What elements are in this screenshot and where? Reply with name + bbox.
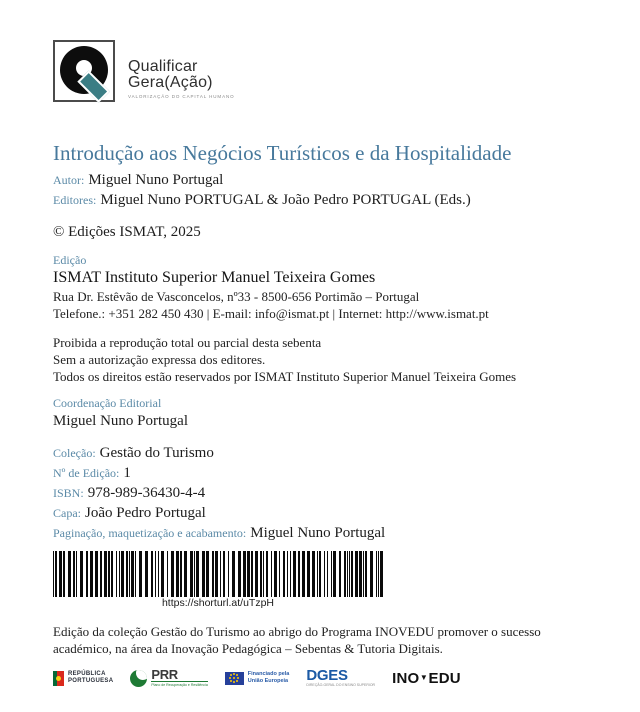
detail-row xyxy=(53,483,595,503)
author-editor-block xyxy=(53,170,595,210)
portugal-flag-icon xyxy=(53,671,64,686)
eu-funding-logo xyxy=(225,671,290,685)
publisher-logo xyxy=(53,30,595,102)
detail-value: 978-989-36430-4-4 xyxy=(87,485,206,501)
dges-tagline: DIREÇÃO-GERAL DO ENSINO SUPERIOR xyxy=(306,683,376,687)
logo-tagline: VALORIZAÇÃO DO CAPITAL HUMANO xyxy=(128,94,235,100)
inovedu-triangle-icon: ▼ xyxy=(419,672,428,682)
prr-icon xyxy=(130,670,147,687)
prr-tagline: Plano de Recuperação e Resiliência xyxy=(151,683,208,687)
eu-line2: União Europeia xyxy=(247,678,289,684)
legal-line: Sem a autorização expressa dos editores. xyxy=(53,352,266,367)
logo-wordmark xyxy=(128,59,235,102)
program-note: Edição da coleção Gestão do Turismo ao abrigo do Programa INOVEDU promover o sucesso académico, na área da Inovação Pedagógica – Sebentas & Tutoria Digitais. xyxy=(53,624,541,656)
republica-portuguesa-logo xyxy=(53,671,113,686)
detail-label: Capa: xyxy=(53,506,81,520)
editorial-coordination-block xyxy=(53,395,595,431)
book-title: Introdução aos Negócios Turísticos e da Hospitalidade xyxy=(53,141,512,165)
editors-label: Editores: xyxy=(53,193,97,207)
legal-line: Todos os direitos estão reservados por ISMAT Instituto Superior Manuel Teixeira Gomes xyxy=(53,369,517,384)
author-value: Miguel Nuno Portugal xyxy=(88,172,224,188)
prr-text xyxy=(151,669,207,687)
publisher-contacts: Telefone.: +351 282 450 430 | E-mail: info@ismat.pt | Internet: http://www.ismat.pt xyxy=(53,306,489,321)
detail-label: Paginação, maquetização e acabamento: xyxy=(53,526,247,540)
detail-label: Nº de Edição: xyxy=(53,466,120,480)
coordination-label: Coordenação Editorial xyxy=(53,396,162,410)
publisher-address: Rua Dr. Estêvão de Vasconcelos, nº33 - 8500-656 Portimão – Portugal xyxy=(53,289,420,304)
footer-logos xyxy=(53,669,595,687)
detail-row xyxy=(53,523,595,543)
inovedu-part2: EDU xyxy=(428,669,461,687)
qualificar-logo-icon xyxy=(53,40,115,102)
detail-value: 1 xyxy=(123,465,131,481)
detail-row xyxy=(53,463,595,483)
coordination-value: Miguel Nuno Portugal xyxy=(53,413,188,429)
detail-label: ISBN: xyxy=(53,486,84,500)
republica-line1: REPÚBLICA xyxy=(68,670,106,677)
publisher-name: ISMAT Instituto Superior Manuel Teixeira Gomes xyxy=(53,269,376,286)
eu-line1: Financiado pela xyxy=(247,671,290,678)
inovedu-logo xyxy=(392,670,461,687)
dges-logo xyxy=(306,669,375,687)
prr-wordmark: PRR xyxy=(151,667,178,682)
barcode-caption: https://shorturl.at/uTzpH xyxy=(161,597,275,609)
republica-line2: PORTUGUESA xyxy=(68,678,114,684)
barcode-block xyxy=(53,551,383,609)
detail-label: Coleção: xyxy=(53,446,96,460)
legal-line: Proibida a reprodução total ou parcial desta sebenta xyxy=(53,335,322,350)
editors-line xyxy=(53,190,595,210)
edition-block xyxy=(53,252,595,322)
eu-funding-text xyxy=(248,671,290,685)
legal-block xyxy=(53,334,595,385)
author-label: Autor: xyxy=(53,173,85,187)
barcode xyxy=(53,551,383,597)
detail-value: Gestão do Turismo xyxy=(99,445,214,461)
detail-row xyxy=(53,503,595,523)
author-line xyxy=(53,170,595,190)
detail-value: João Pedro Portugal xyxy=(85,505,206,521)
editors-value: Miguel Nuno PORTUGAL & João Pedro PORTUGAL (Eds.) xyxy=(100,192,471,208)
dges-wordmark: DGES xyxy=(306,667,348,684)
prr-logo xyxy=(130,669,207,687)
inovedu-part1: INO xyxy=(392,669,420,687)
republica-portuguesa-text xyxy=(68,671,113,686)
eu-flag-icon xyxy=(225,672,244,685)
detail-value: Miguel Nuno Portugal xyxy=(250,525,386,541)
logo-line2: Gera(Ação) xyxy=(128,74,213,92)
logo-line1: Qualificar xyxy=(128,57,198,75)
edition-label: Edição xyxy=(53,253,87,267)
detail-row xyxy=(53,443,595,463)
edition-details-block xyxy=(53,443,595,543)
copyright-line: © Edições ISMAT, 2025 xyxy=(53,224,201,240)
